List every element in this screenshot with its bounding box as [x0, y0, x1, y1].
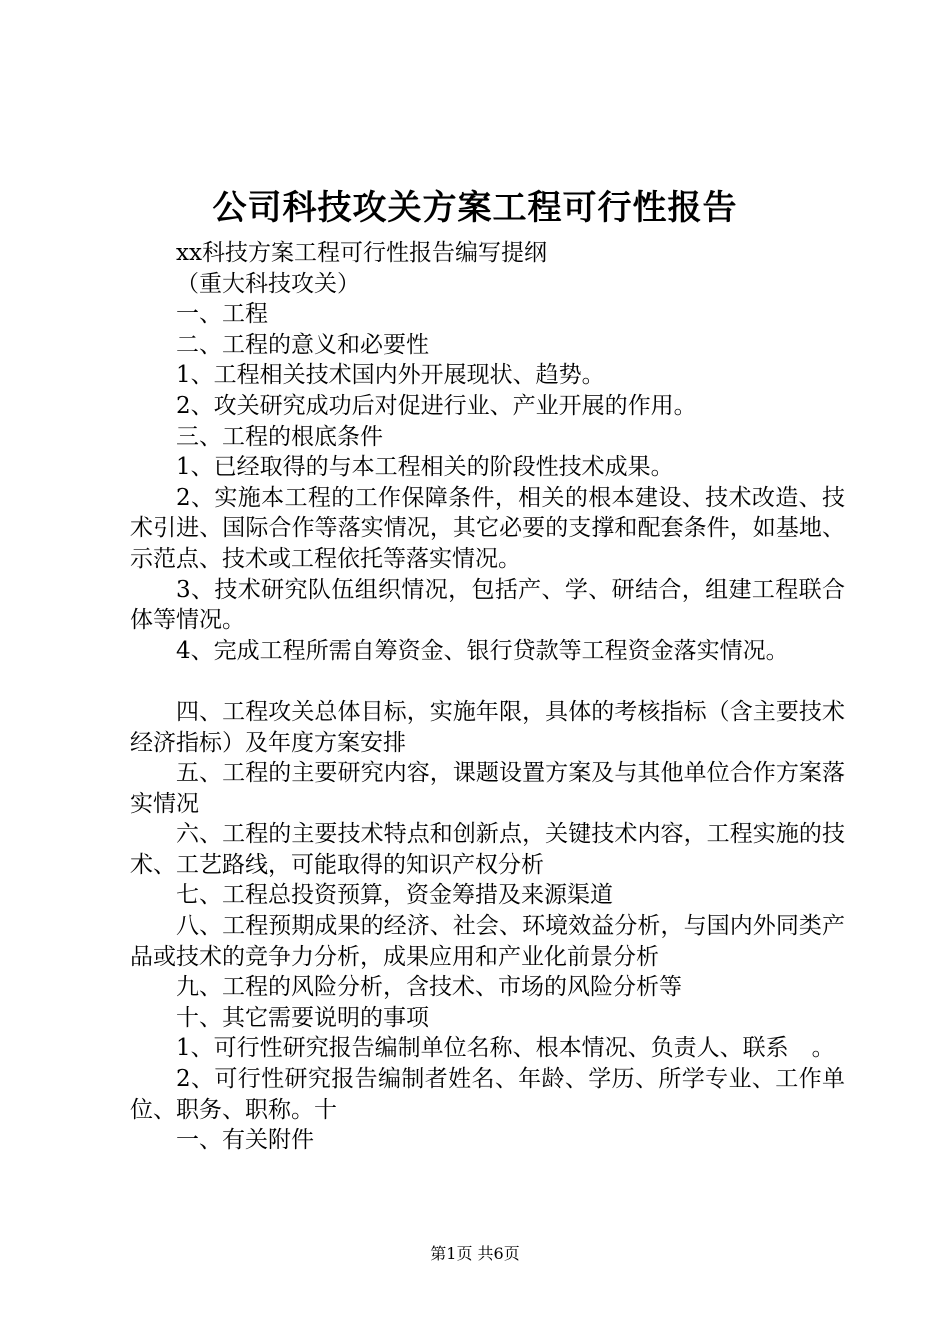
paragraph: 四、工程攻关总体目标，实施年限，具体的考核指标（含主要技术经济指标）及年度方案安排 — [130, 698, 845, 756]
document-title: 公司科技攻关方案工程可行性报告 — [212, 188, 738, 228]
paragraph: 2、可行性研究报告编制者姓名、年龄、学历、所学专业、工作单位、职务、职称。十 — [130, 1066, 845, 1123]
page-number-footer: 第1页 共6页 — [430, 1244, 520, 1263]
paragraph: 3、技术研究队伍组织情况，包括产、学、研结合，组建工程联合体等情况。 — [130, 576, 845, 634]
paragraph: 六、工程的主要技术特点和创新点，关键技术内容，工程实施的技术、工艺路线，可能取得的知识产权分析 — [130, 821, 845, 878]
paragraph: 1、可行性研究报告编制单位名称、根本情况、负责人、联系 。 — [176, 1035, 835, 1062]
document-body — [130, 238, 845, 1156]
paragraph: 一、有关附件 — [176, 1127, 314, 1154]
paragraph: 五、工程的主要研究内容，课题设置方案及与其他单位合作方案落实情况 — [130, 760, 845, 817]
paragraph: 八、工程预期成果的经济、社会、环境效益分析，与国内外同类产品或技术的竞争力分析，成果应用和产业化前景分析 — [130, 913, 845, 970]
paragraph: 4、完成工程所需自筹资金、银行贷款等工程资金落实情况。 — [176, 637, 789, 664]
paragraph: 三、工程的根底条件 — [176, 423, 383, 450]
paragraph: 2、攻关研究成功后对促进行业、产业开展的作用。 — [176, 392, 697, 419]
paragraph: 1、已经取得的与本工程相关的阶段性技术成果。 — [176, 454, 674, 481]
paragraph: 二、工程的意义和必要性 — [176, 331, 429, 358]
paragraph: xx科技方案工程可行性报告编写提纲 — [176, 240, 547, 266]
paragraph: 九、工程的风险分析，含技术、市场的风险分析等 — [176, 974, 682, 1001]
paragraph: 1、工程相关技术国内外开展现状、趋势。 — [176, 362, 605, 389]
paragraph: 2、实施本工程的工作保障条件，相关的根本建设、技术改造、技术引进、国际合作等落实情况，其它必要的支撑和配套条件，如基地、示范点、技术或工程依托等落实情况。 — [130, 484, 845, 572]
paragraph: 一、工程 — [176, 301, 268, 328]
paragraph: 十、其它需要说明的事项 — [176, 1004, 429, 1031]
paragraph: 七、工程总投资预算，资金筹措及来源渠道 — [176, 882, 613, 909]
paragraph: （重大科技攻关） — [176, 270, 360, 297]
